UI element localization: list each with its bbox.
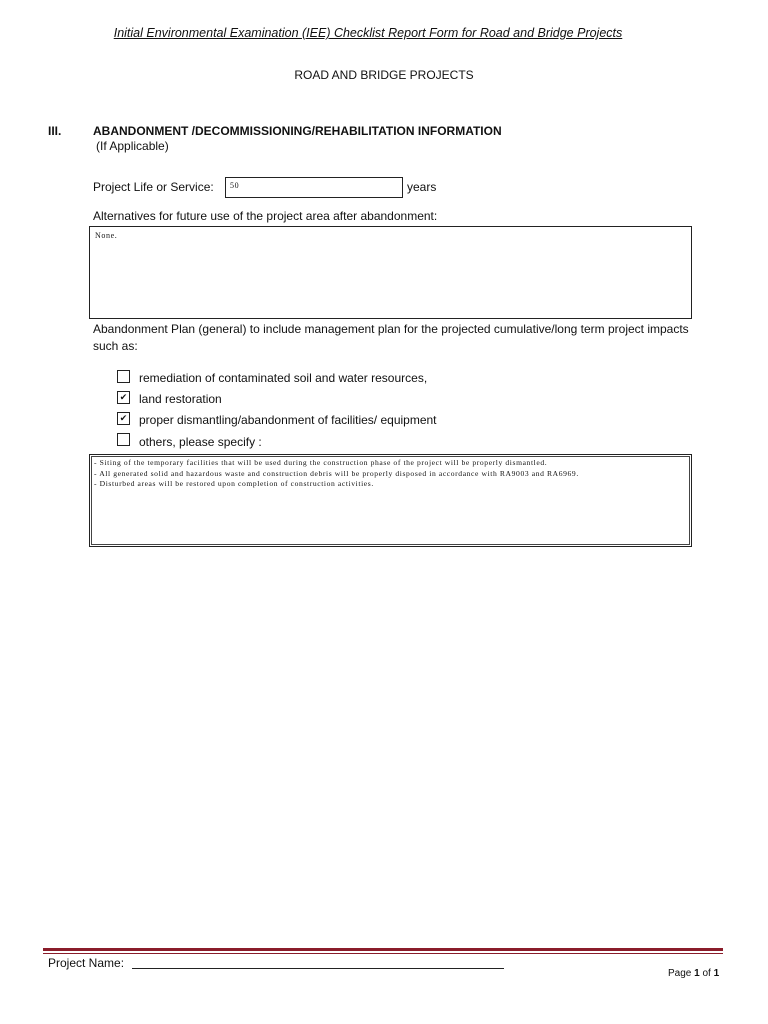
checkbox-label-others: others, please specify : <box>139 435 262 449</box>
project-life-field[interactable]: 50 <box>225 177 403 198</box>
section-number: III. <box>48 124 62 138</box>
alternatives-label: Alternatives for future use of the project area after abandonment: <box>93 209 438 223</box>
checkbox-remediation[interactable] <box>117 370 130 383</box>
document-header-title: Initial Environmental Examination (IEE) Checklist Report Form for Road and Bridge Projects <box>113 26 623 40</box>
project-name-line <box>132 968 504 969</box>
document-subtitle: ROAD AND BRIDGE PROJECTS <box>294 68 474 82</box>
specify-line: - Disturbed areas will be restored upon completion of construction activities. <box>94 479 374 488</box>
checkbox-label-dismantling: proper dismantling/abandonment of facilities/ equipment <box>139 413 437 427</box>
page-prefix: Page <box>668 968 692 979</box>
project-life-label: Project Life or Service: <box>93 180 214 194</box>
checkbox-others[interactable] <box>117 433 130 446</box>
checkbox-land-restoration[interactable]: ✔ <box>117 391 130 404</box>
specify-line: - Siting of the temporary facilities that will be used during the construction phase of the project will be properly dismantled. <box>94 458 548 467</box>
project-name-label: Project Name: <box>48 956 125 970</box>
page-current: 1 <box>694 968 700 979</box>
checkbox-dismantling[interactable]: ✔ <box>117 412 130 425</box>
checkbox-label-land-restoration: land restoration <box>139 392 222 406</box>
specify-line: - All generated solid and hazardous waste and construction debris will be properly disposed in accordance with RA9003 and RA6969. <box>94 468 579 478</box>
project-life-unit: years <box>407 180 437 194</box>
checkbox-label-remediation: remediation of contaminated soil and water resources, <box>139 371 428 385</box>
page-total: 1 <box>713 968 720 979</box>
footer-divider-thin <box>43 953 723 954</box>
abandonment-plan-text: Abandonment Plan (general) to include management plan for the projected cumulative/long term project impacts such as: <box>93 322 689 353</box>
section-title: ABANDONMENT /DECOMMISSIONING/REHABILITATION INFORMATION <box>93 124 502 138</box>
alternatives-field[interactable]: None. <box>89 226 692 319</box>
page-of: of <box>702 968 711 979</box>
page-number <box>668 968 719 979</box>
others-specify-field[interactable] <box>89 454 692 547</box>
section-note: (If Applicable) <box>96 139 169 153</box>
footer-divider <box>43 948 723 951</box>
